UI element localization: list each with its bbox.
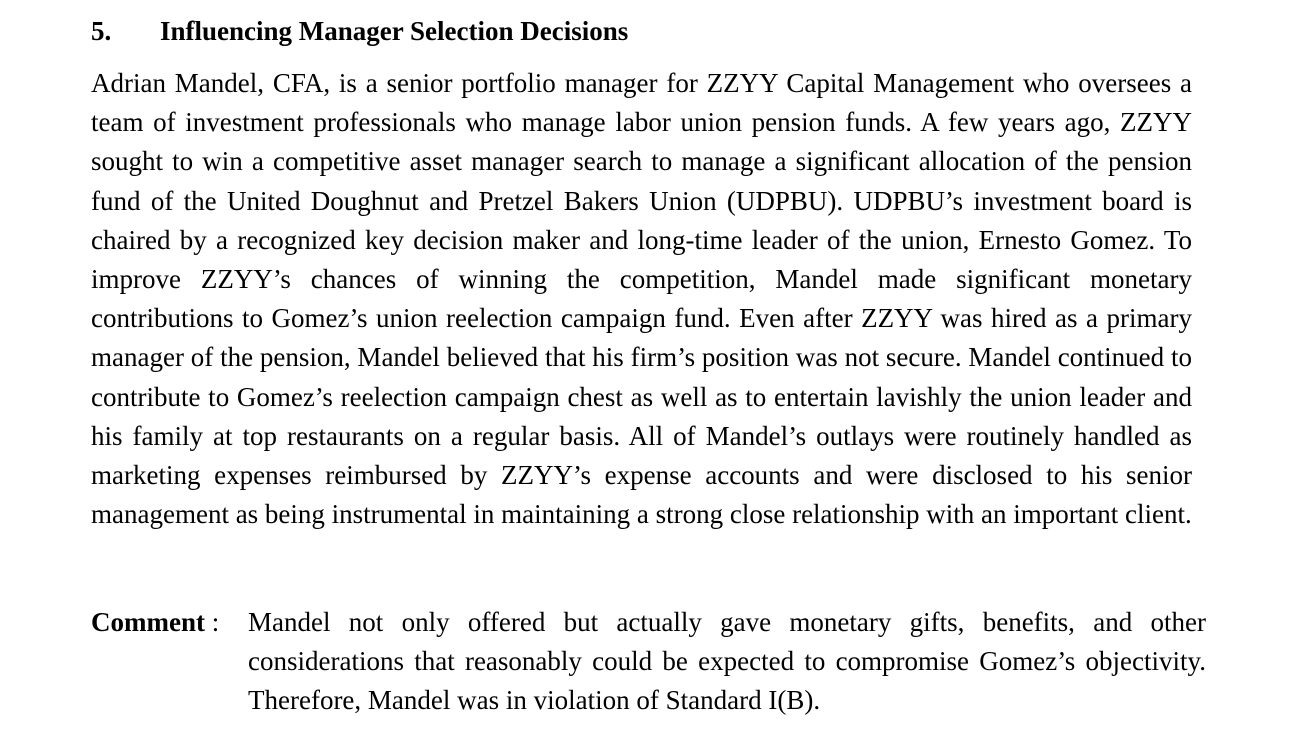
comment-label — [91, 603, 219, 642]
section-number: 5. — [91, 16, 112, 46]
section-heading — [91, 14, 628, 48]
section-title: Influencing Manager Selection Decisions — [160, 16, 629, 46]
case-body-paragraph: Adrian Mandel, CFA, is a senior portfolio manager for ZZYY Capital Management who oversees a team of investment professionals who manage labor union pension funds. A few years ago, ZZYY sought to win a competitive asset manager search to manage a significant allocation of the pension fund of the United Doughnut and Pretzel Bakers Union (UDPBU). UDPBU’s investment board is chaired by a recognized key decision maker and long-time leader of the union, Ernesto Gomez. To improve ZZYY’s chances of winning the competition, Mandel made significant monetary contributions to Gomez’s union reelection campaign fund. Even after ZZYY was hired as a primary manager of the pension, Mandel believed that his firm’s position was not secure. Mandel continued to contribute to Gomez’s reelection campaign chest as well as to entertain lavishly the union leader and his family at top restaurants on a regular basis. All of Mandel’s outlays were routinely handled as marketing expenses reimbursed by ZZYY’s expense accounts and were disclosed to his senior management as being instrumental in maintaining a strong close relationship with an important client. — [91, 68, 1192, 530]
comment-separator: : — [211, 607, 220, 637]
comment-label-text: Comment — [91, 607, 205, 637]
comment-text: Mandel not only offered but actually gave monetary gifts, benefits, and other considerations that reasonably could be expected to compromise Gomez’s objectivity. Therefore, Mandel was in violation of Standard I(B). — [248, 607, 1206, 716]
